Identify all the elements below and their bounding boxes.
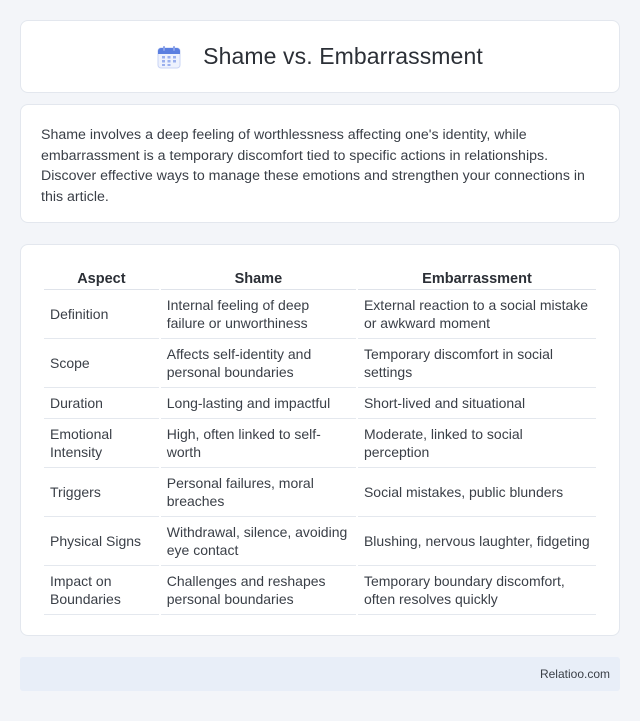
aspect-cell: Definition bbox=[44, 290, 159, 339]
footer-brand: Relatioo.com bbox=[539, 667, 610, 681]
table-row bbox=[44, 468, 596, 517]
shame-cell: High, often linked to self-worth bbox=[161, 419, 356, 468]
intro-card bbox=[20, 104, 620, 223]
embarrassment-cell: Moderate, linked to social perception bbox=[358, 419, 596, 468]
aspect-cell: Triggers bbox=[44, 468, 159, 517]
embarrassment-cell: Temporary discomfort in social settings bbox=[358, 339, 596, 388]
aspect-cell: Scope bbox=[44, 339, 159, 388]
table-row bbox=[44, 339, 596, 388]
page-title: Shame vs. Embarrassment bbox=[203, 43, 483, 69]
comparison-table-card bbox=[20, 244, 620, 636]
aspect-cell: Duration bbox=[44, 388, 159, 419]
table-row bbox=[44, 290, 596, 339]
embarrassment-cell: Short-lived and situational bbox=[358, 388, 596, 419]
column-header-embarrassment: Embarrassment bbox=[358, 267, 596, 290]
embarrassment-cell: Social mistakes, public blunders bbox=[358, 468, 596, 517]
shame-cell: Internal feeling of deep failure or unworthiness bbox=[161, 290, 356, 339]
table-row bbox=[44, 566, 596, 615]
shame-cell: Long-lasting and impactful bbox=[161, 388, 356, 419]
table-row bbox=[44, 388, 596, 419]
shame-cell: Challenges and reshapes personal boundaries bbox=[161, 566, 356, 615]
shame-cell: Withdrawal, silence, avoiding eye contact bbox=[161, 517, 356, 566]
embarrassment-cell: Blushing, nervous laughter, fidgeting bbox=[358, 517, 596, 566]
aspect-cell: Impact on Boundaries bbox=[44, 566, 159, 615]
title-card bbox=[20, 20, 620, 93]
table-header-row bbox=[44, 267, 596, 290]
footer-bar bbox=[20, 657, 620, 691]
calendar-icon bbox=[157, 45, 181, 69]
shame-cell: Personal failures, moral breaches bbox=[161, 468, 356, 517]
aspect-cell: Physical Signs bbox=[44, 517, 159, 566]
table-row bbox=[44, 517, 596, 566]
column-header-shame: Shame bbox=[161, 267, 356, 290]
comparison-table bbox=[42, 267, 598, 615]
table-row bbox=[44, 419, 596, 468]
column-header-aspect: Aspect bbox=[44, 267, 159, 290]
embarrassment-cell: Temporary boundary discomfort, often resolves quickly bbox=[358, 566, 596, 615]
aspect-cell: Emotional Intensity bbox=[44, 419, 159, 468]
shame-cell: Affects self-identity and personal boundaries bbox=[161, 339, 356, 388]
intro-text: Shame involves a deep feeling of worthlessness affecting one's identity, while embarrassment is a temporary discomfort tied to specific actions in relationships. Discover effective ways to manage these emotions and strengthen your connections in this article. bbox=[41, 127, 585, 205]
embarrassment-cell: External reaction to a social mistake or awkward moment bbox=[358, 290, 596, 339]
